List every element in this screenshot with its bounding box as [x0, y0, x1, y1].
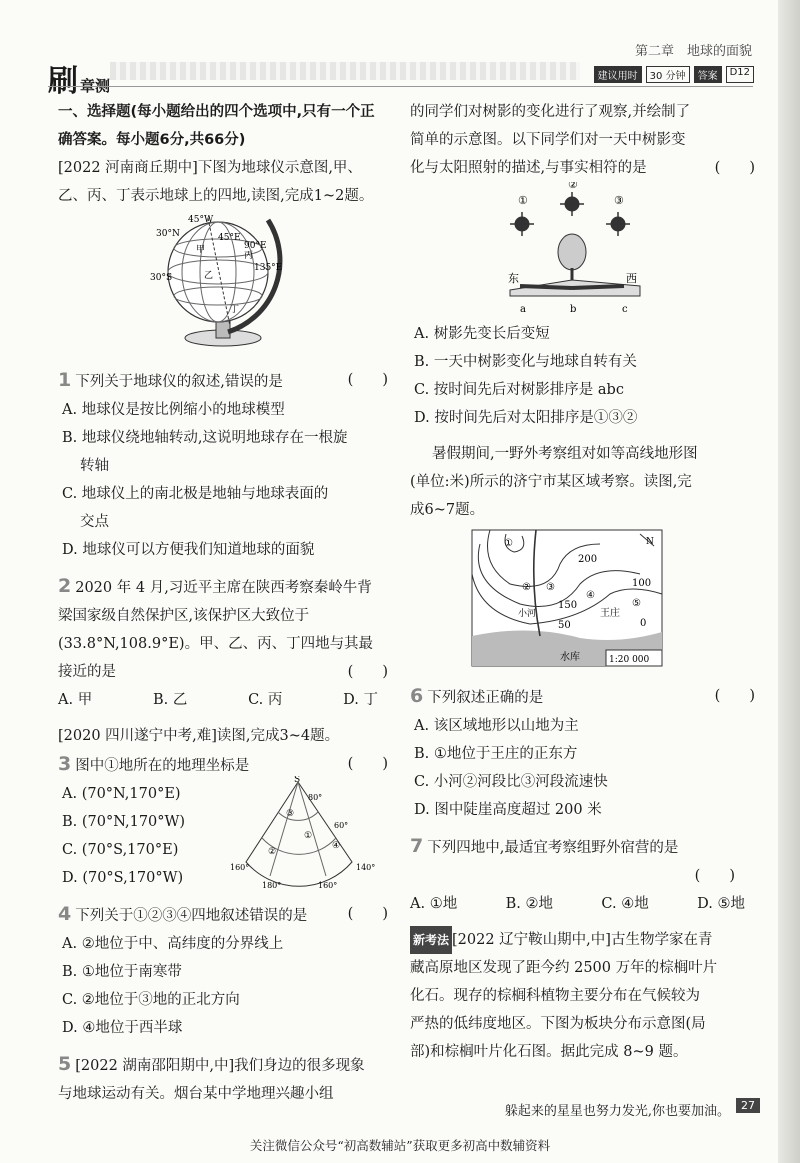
left-column [58, 98, 388, 1108]
q4-option-b[interactable]: B. ①地位于南寒带 [62, 964, 182, 980]
question-3: 3 图中①地所在的地理坐标是 ( ) [58, 753, 388, 775]
polar-label: 80° [308, 793, 323, 802]
q6-option-d[interactable]: D. 图中陡崖高度超过 200 米 [414, 802, 602, 818]
point-label: ④ [586, 590, 595, 601]
globe-diagram [58, 210, 388, 358]
contour-label: 200 [578, 554, 598, 565]
q3-option-c[interactable]: C. (70°S,170°E) [62, 842, 179, 858]
question-7: 7 下列四地中,最适宜考察组野外宿营的是 [410, 835, 679, 857]
river-label: 小河 [518, 609, 537, 619]
q7-option-c[interactable]: C. ④地 [601, 896, 649, 912]
q3-option-b[interactable]: B. (70°N,170°W) [62, 814, 186, 830]
q7-option-a[interactable]: A. ①地 [410, 896, 458, 912]
sun-label: ② [568, 182, 578, 191]
q1-option-b-cont: 转轴 [80, 458, 109, 474]
globe-label: 丙 [244, 251, 254, 261]
q1-option-a[interactable]: A. 地球仪是按比例缩小的地球模型 [62, 402, 285, 418]
question-6: 6 下列叙述正确的是 ( ) [410, 685, 755, 707]
q2-option-d[interactable]: D. 丁 [343, 692, 378, 708]
q6-option-c[interactable]: C. 小河②河段比③河段流速快 [414, 774, 608, 790]
q5-stem-3: 的同学们对树影的变化进行了观察,并绘制了 [410, 104, 691, 120]
header-logo: 刷章测 [48, 64, 111, 99]
q5-option-a[interactable]: A. 树影先变长后变短 [414, 326, 550, 342]
time-value: 30 分钟 [646, 66, 690, 83]
q7-paren: ( ) [694, 868, 735, 884]
q2-option-a[interactable]: A. 甲 [58, 692, 93, 708]
q2-option-c[interactable]: C. 丙 [248, 692, 283, 708]
globe-label: 甲 [196, 245, 206, 255]
polar-label: 140° [356, 863, 376, 872]
intro-1-2: [2022 河南商丘期中]下图为地球仪示意图,甲、乙、丙、丁表示地球上的四地,读图,完成1~2题。 [58, 160, 374, 204]
q5-stem-2: 与地球运动有关。烟台某中学地理兴趣小组 [58, 1086, 334, 1102]
q2-stem-3: (33.8°N,108.9°E)。甲、乙、丙、丁四地与其最 [58, 636, 374, 652]
direction-label: 东 [508, 272, 519, 285]
time-label: 建议用时 [594, 66, 642, 83]
polar-label: ① [304, 831, 313, 841]
q5-stem-4: 简单的示意图。以下同学们对一天中树影变 [410, 132, 686, 148]
intro-6-7-line3: 成6~7题。 [410, 502, 485, 518]
polar-label: 160° [318, 881, 338, 890]
footer-motto: 躲起来的星星也努力发光,你也要加油。 [504, 1104, 730, 1119]
q1-option-d[interactable]: D. 地球仪可以方便我们知道地球的面貌 [62, 542, 315, 558]
polar-label: ② [268, 847, 277, 857]
polar-label: ④ [332, 841, 341, 851]
xinkao-line1: 新考法 [2022 辽宁鞍山期中,中]古生物学家在青 [410, 926, 755, 954]
tree-shadow-diagram [410, 182, 755, 320]
q2-options [58, 686, 388, 714]
q6-option-a[interactable]: A. 该区域地形以山地为主 [414, 718, 579, 734]
scale-label: 1:20 000 [609, 655, 650, 665]
q5-stem-5: 化与太阳照射的描述,与事实相符的是 ( ) [410, 160, 755, 176]
xinkao-line4: 严热的低纬度地区。下图为板块分布示意图(局 [410, 1016, 706, 1032]
sun-label: ① [518, 194, 528, 207]
q3-option-a[interactable]: A. (70°N,170°E) [62, 786, 181, 802]
globe-label: 45°E [218, 233, 241, 243]
globe-label: 45°W [188, 215, 214, 225]
q4-option-d[interactable]: D. ④地位于西半球 [62, 1020, 183, 1036]
sun-label: ③ [614, 194, 624, 207]
page-number: 27 [736, 1098, 760, 1113]
section-title: 一、选择题(每小题给出的四个选项中,只有一个正确答案。每小题6分,共66分) [58, 104, 375, 148]
point-label: ⑤ [632, 598, 641, 609]
q4-option-c[interactable]: C. ②地位于③地的正北方向 [62, 992, 240, 1008]
intro-3-4: [2020 四川遂宁中考,难]读图,完成3~4题。 [58, 728, 340, 744]
globe-label: 135°E [254, 263, 283, 273]
q2-option-b[interactable]: B. 乙 [152, 692, 188, 708]
point-label: ① [504, 538, 513, 549]
contour-label: 50 [558, 620, 571, 631]
header-decor-band [110, 62, 580, 80]
globe-label: 30°S [150, 273, 173, 283]
contour-label: 100 [632, 578, 652, 589]
new-exam-badge: 新考法 [410, 926, 452, 954]
contour-label: 0 [640, 618, 647, 629]
q1-option-c-cont: 交点 [80, 514, 109, 530]
header-rule [48, 86, 753, 87]
chapter-title: 第二章 地球的面貌 [634, 44, 752, 59]
q5-option-d[interactable]: D. 按时间先后对太阳排序是①③② [414, 410, 638, 426]
polar-label: 160° [230, 863, 250, 872]
shadow-label: c [622, 304, 628, 315]
intro-6-7-line1: 暑假期间,一野外考察组对如等高线地形图 [432, 446, 698, 462]
q1-option-b[interactable]: B. 地球仪绕地轴转动,这说明地球存在一根旋 [62, 430, 348, 446]
polar-label: 60° [334, 821, 349, 830]
polar-label: 180° [262, 881, 282, 890]
polar-label: S [294, 776, 301, 785]
globe-label: 乙 [204, 271, 214, 281]
q5-option-b[interactable]: B. 一天中树影变化与地球自转有关 [414, 354, 637, 370]
header-tags [594, 66, 754, 83]
q7-option-d[interactable]: D. ⑤地 [697, 896, 745, 912]
globe-label: 90°E [244, 241, 267, 251]
xinkao-line2: 藏高原地区发现了距今约 2500 万年的棕榈叶片 [410, 960, 718, 976]
q4-option-a[interactable]: A. ②地位于中、高纬度的分界线上 [62, 936, 284, 952]
right-column [410, 98, 755, 1066]
intro-6-7-line2: (单位:米)所示的济宁市某区域考察。读图,完 [410, 474, 692, 490]
xinkao-line5: 部)和棕榈叶片化石图。据此完成 8~9 题。 [410, 1044, 688, 1060]
xinkao-line3: 化石。现存的棕榈科植物主要分布在气候较为 [410, 988, 700, 1004]
q1-option-c[interactable]: C. 地球仪上的南北极是地轴与地球表面的 [62, 486, 329, 502]
q7-options [410, 890, 755, 918]
polar-diagram [228, 776, 388, 894]
globe-label: 丁 [230, 305, 240, 315]
point-label: ② [522, 582, 531, 593]
q2-stem-4: 接近的是 ( ) [58, 664, 388, 680]
footer-note: 关注微信公众号“初高数辅站”获取更多初高中数辅资料 [249, 1138, 551, 1153]
contour-label: 150 [558, 600, 578, 611]
polar-label: ③ [286, 809, 295, 819]
contour-map [410, 524, 755, 674]
answer-page: D12 [726, 66, 754, 83]
north-arrow-label: N [646, 537, 654, 547]
shadow-label: b [570, 304, 577, 315]
q7-option-b[interactable]: B. ②地 [505, 896, 553, 912]
q5-option-c[interactable]: C. 按时间先后对树影排序是 abc [414, 382, 624, 398]
answer-label: 答案 [694, 66, 722, 83]
contour-figure [410, 524, 755, 674]
direction-label: 西 [626, 272, 637, 285]
q6-option-b[interactable]: B. ①地位于王庄的正东方 [414, 746, 578, 762]
tree-shadow-figure [410, 182, 755, 320]
globe-label: 30°N [156, 229, 180, 239]
reservoir-label: 水库 [560, 652, 580, 663]
question-2: 2 2020 年 4 月,习近平主席在陕西考察秦岭牛背 [58, 575, 372, 597]
question-5: 5 [2022 湖南邵阳期中,中]我们身边的很多现象 [58, 1053, 365, 1075]
question-1: 1 下列关于地球仪的叙述,错误的是 ( ) [58, 369, 388, 391]
q2-stem-2: 梁国家级自然保护区,该保护区大致位于 [58, 608, 310, 624]
point-label: ③ [546, 582, 555, 593]
globe-figure [58, 210, 388, 358]
village-label: 王庄 [600, 608, 620, 619]
question-4: 4 下列关于①②③④四地叙述错误的是 ( ) [58, 903, 388, 925]
shadow-label: a [520, 304, 526, 315]
page-binding-shadow [778, 0, 800, 1163]
q3-option-d[interactable]: D. (70°S,170°W) [62, 870, 184, 886]
